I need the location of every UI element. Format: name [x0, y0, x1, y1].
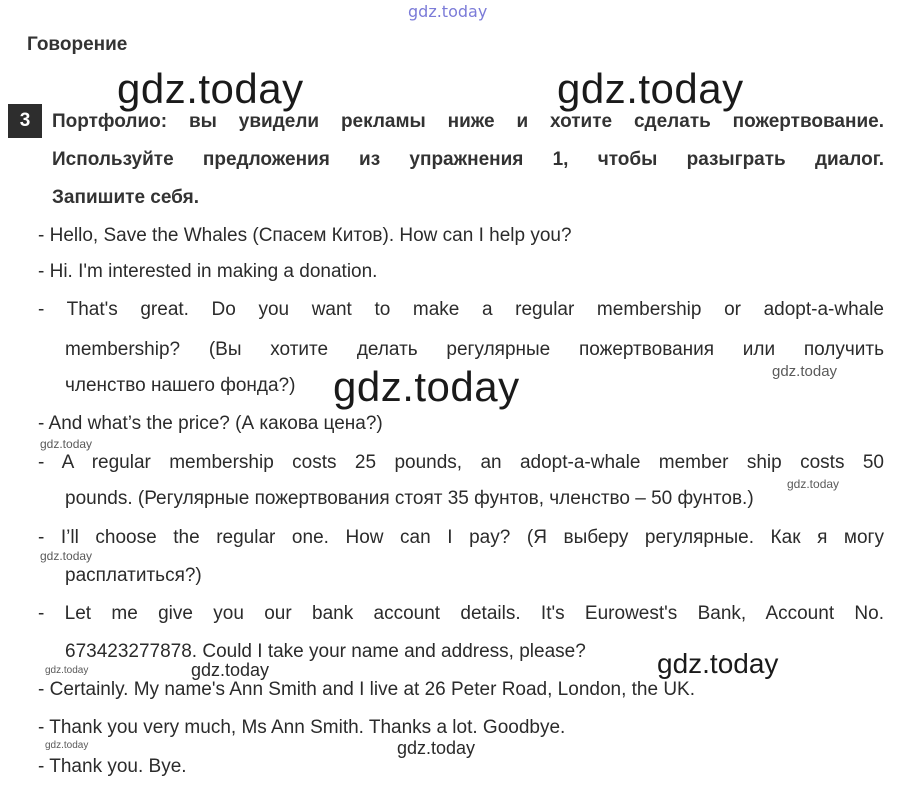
dialogue-line: - A regular membership costs 25 pounds, an adopt-a-whale member ship costs 50 [38, 452, 884, 473]
dialogue-line: членство нашего фонда?) [65, 375, 296, 396]
watermark-small-left-2: gdz.today [40, 549, 93, 563]
watermark-medium-right: gdz.today [657, 648, 779, 679]
dialogue-line: 673423277878. Could I take your name and address, please? [65, 641, 586, 662]
dialogue-line: - Hello, Save the Whales (Спасем Китов). How can I help you? [38, 225, 572, 246]
dialogue-line: - That's great. Do you want to make a regular membership or adopt-a-whale [38, 299, 884, 320]
watermark-small-left-1: gdz.today [40, 437, 93, 451]
watermark-small-left-4: gdz.today [45, 740, 89, 751]
watermark-small-right-2: gdz.today [787, 477, 840, 491]
instruction-line-2: Используйте предложения из упражнения 1, чтобы разыграть диалог. [52, 149, 884, 170]
exercise-number-badge: 3 [8, 104, 42, 138]
watermark-small-right-1: gdz.today [772, 363, 838, 380]
dialogue-line: - Hi. I'm interested in making a donation. [38, 261, 378, 282]
dialogue-line: - Thank you. Bye. [38, 756, 187, 777]
watermark-top: gdz.today [408, 2, 488, 21]
dialogue-line: - And what’s the price? (А какова цена?) [38, 413, 383, 434]
section-title: Говорение [27, 34, 128, 55]
dialogue-line: - Let me give you our bank account details. It's Eurowest's Bank, Account No. [38, 603, 884, 624]
watermark-large-left: gdz.today [117, 65, 304, 112]
dialogue-line: membership? (Вы хотите делать регулярные пожертвования или получить [65, 339, 884, 360]
dialogue-line: - Certainly. My name's Ann Smith and I live at 26 Peter Road, London, the UK. [38, 679, 696, 700]
watermark-medium-left: gdz.today [191, 660, 270, 680]
dialogue-line: расплатиться?) [65, 565, 202, 586]
watermark-large-center: gdz.today [333, 363, 520, 410]
dialogue-line: pounds. (Регулярные пожертвования стоят 35 фунтов, членство – 50 фунтов.) [65, 488, 754, 509]
watermark-medium-bottom: gdz.today [397, 738, 476, 758]
instruction-line-3: Запишите себя. [52, 187, 200, 208]
dialogue-line: - I’ll choose the regular one. How can I pay? (Я выберу регулярные. Как я могу [38, 527, 884, 548]
watermark-small-left-3: gdz.today [45, 665, 89, 676]
watermark-large-right: gdz.today [557, 65, 744, 112]
instruction-line-1: Портфолио: вы увидели рекламы ниже и хотите сделать пожертвование. [52, 111, 884, 132]
dialogue-line: - Thank you very much, Ms Ann Smith. Thanks a lot. Goodbye. [38, 717, 566, 738]
